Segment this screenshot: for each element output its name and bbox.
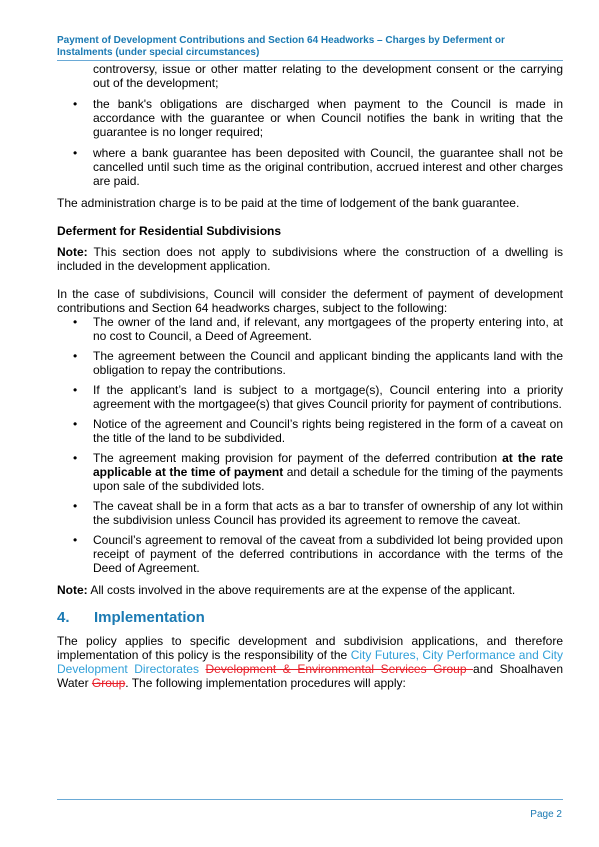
section-title: Implementation: [94, 609, 205, 626]
list-item: controversy, issue or other matter relating to the development consent or the carrying out of the development;: [93, 62, 563, 90]
tracked-deletion: Development & Environmental Services Group: [205, 662, 474, 676]
list-item: • Notice of the agreement and Council’s rights being registered in the form of a caveat on the title of the land to be subdivided.: [73, 417, 563, 445]
section-number: 4.: [57, 609, 70, 626]
costs-note: Note: All costs involved in the above requirements are at the expense of the applicant.: [57, 583, 516, 597]
list-item: • The agreement making provision for payment of the deferred contribution at the rate applicable at the time of payment and detail a schedule for the timing of the payments upon sale of the subdivided lots.: [73, 451, 564, 493]
bullet-icon: •: [73, 146, 78, 160]
page-number: Page 2: [530, 809, 562, 820]
bullet-icon: •: [73, 499, 78, 513]
bullet-icon: •: [73, 383, 78, 397]
list-item: • If the applicant’s land is subject to a mortgage(s), Council entering into a priority agreement with the mortgagee(s) that gives Council priority for payment of contributions.: [73, 383, 563, 411]
section-heading: [57, 609, 563, 627]
deferment-note: Note: This section does not apply to subdivisions where the construction of a dwelling is included in the development application.: [57, 245, 563, 273]
admin-charge-paragraph: The administration charge is to be paid at the time of lodgement of the bank guarantee.: [57, 196, 520, 210]
bullet-icon: •: [73, 315, 78, 329]
bullet-icon: •: [73, 349, 78, 363]
bullet-icon: •: [73, 451, 78, 465]
deferment-heading: Deferment for Residential Subdivisions: [57, 224, 282, 238]
deferment-intro: In the case of subdivisions, Council will consider the deferment of payment of development contributions and Section 64 headworks charges, subject to the following:: [57, 287, 563, 315]
bullet-icon: •: [73, 533, 78, 547]
tracked-deletion: Group: [91, 676, 126, 690]
list-item: • Council’s agreement to removal of the caveat from a subdivided lot being provided upon receipt of payment of the deferred contributions in accordance with the terms of the Deed of Agreement.: [73, 533, 563, 575]
list-item: • the bank's obligations are discharged when payment to the Council is made in accordance with the guarantee or when Council notifies the bank in writing that the guarantee is no longer required;: [73, 97, 563, 139]
bullet-icon: •: [73, 97, 78, 111]
tracked-insertion: City Futures, City Performance and City Development Directorates: [57, 648, 563, 676]
list-item: • The caveat shall be in a form that acts as a bar to transfer of ownership of any lot within the subdivision unless Council has provided its agreement to remove the caveat.: [73, 499, 563, 527]
bank-guarantee-bullet-list: [57, 62, 563, 188]
list-item: • The agreement between the Council and applicant binding the applicants land with the obligation to repay the contributions.: [73, 349, 563, 377]
document-header: Payment of Development Contributions and Section 64 Headworks – Charges by Deferment or Instalments (under special circumstances): [57, 35, 505, 58]
header-divider: [57, 60, 563, 61]
bullet-icon: •: [73, 417, 78, 431]
deferment-conditions-list: [57, 315, 563, 575]
implementation-paragraph: The policy applies to specific development and subdivision applications, and therefore implementation of this policy is the responsibility of the City Futures, City Performance and City Development Directorates Development & Environmental Services Group and Shoalhaven Water Group. The following implementation procedures will apply:: [57, 634, 564, 690]
footer-divider: [57, 799, 563, 800]
list-item: • where a bank guarantee has been deposited with Council, the guarantee shall not be cancelled until such time as the original contribution, accrued interest and other charges are paid.: [73, 146, 563, 188]
list-item: • The owner of the land and, if relevant, any mortgagees of the property entering into, at no cost to Council, a Deed of Agreement.: [73, 315, 563, 343]
page-content: [57, 62, 563, 690]
